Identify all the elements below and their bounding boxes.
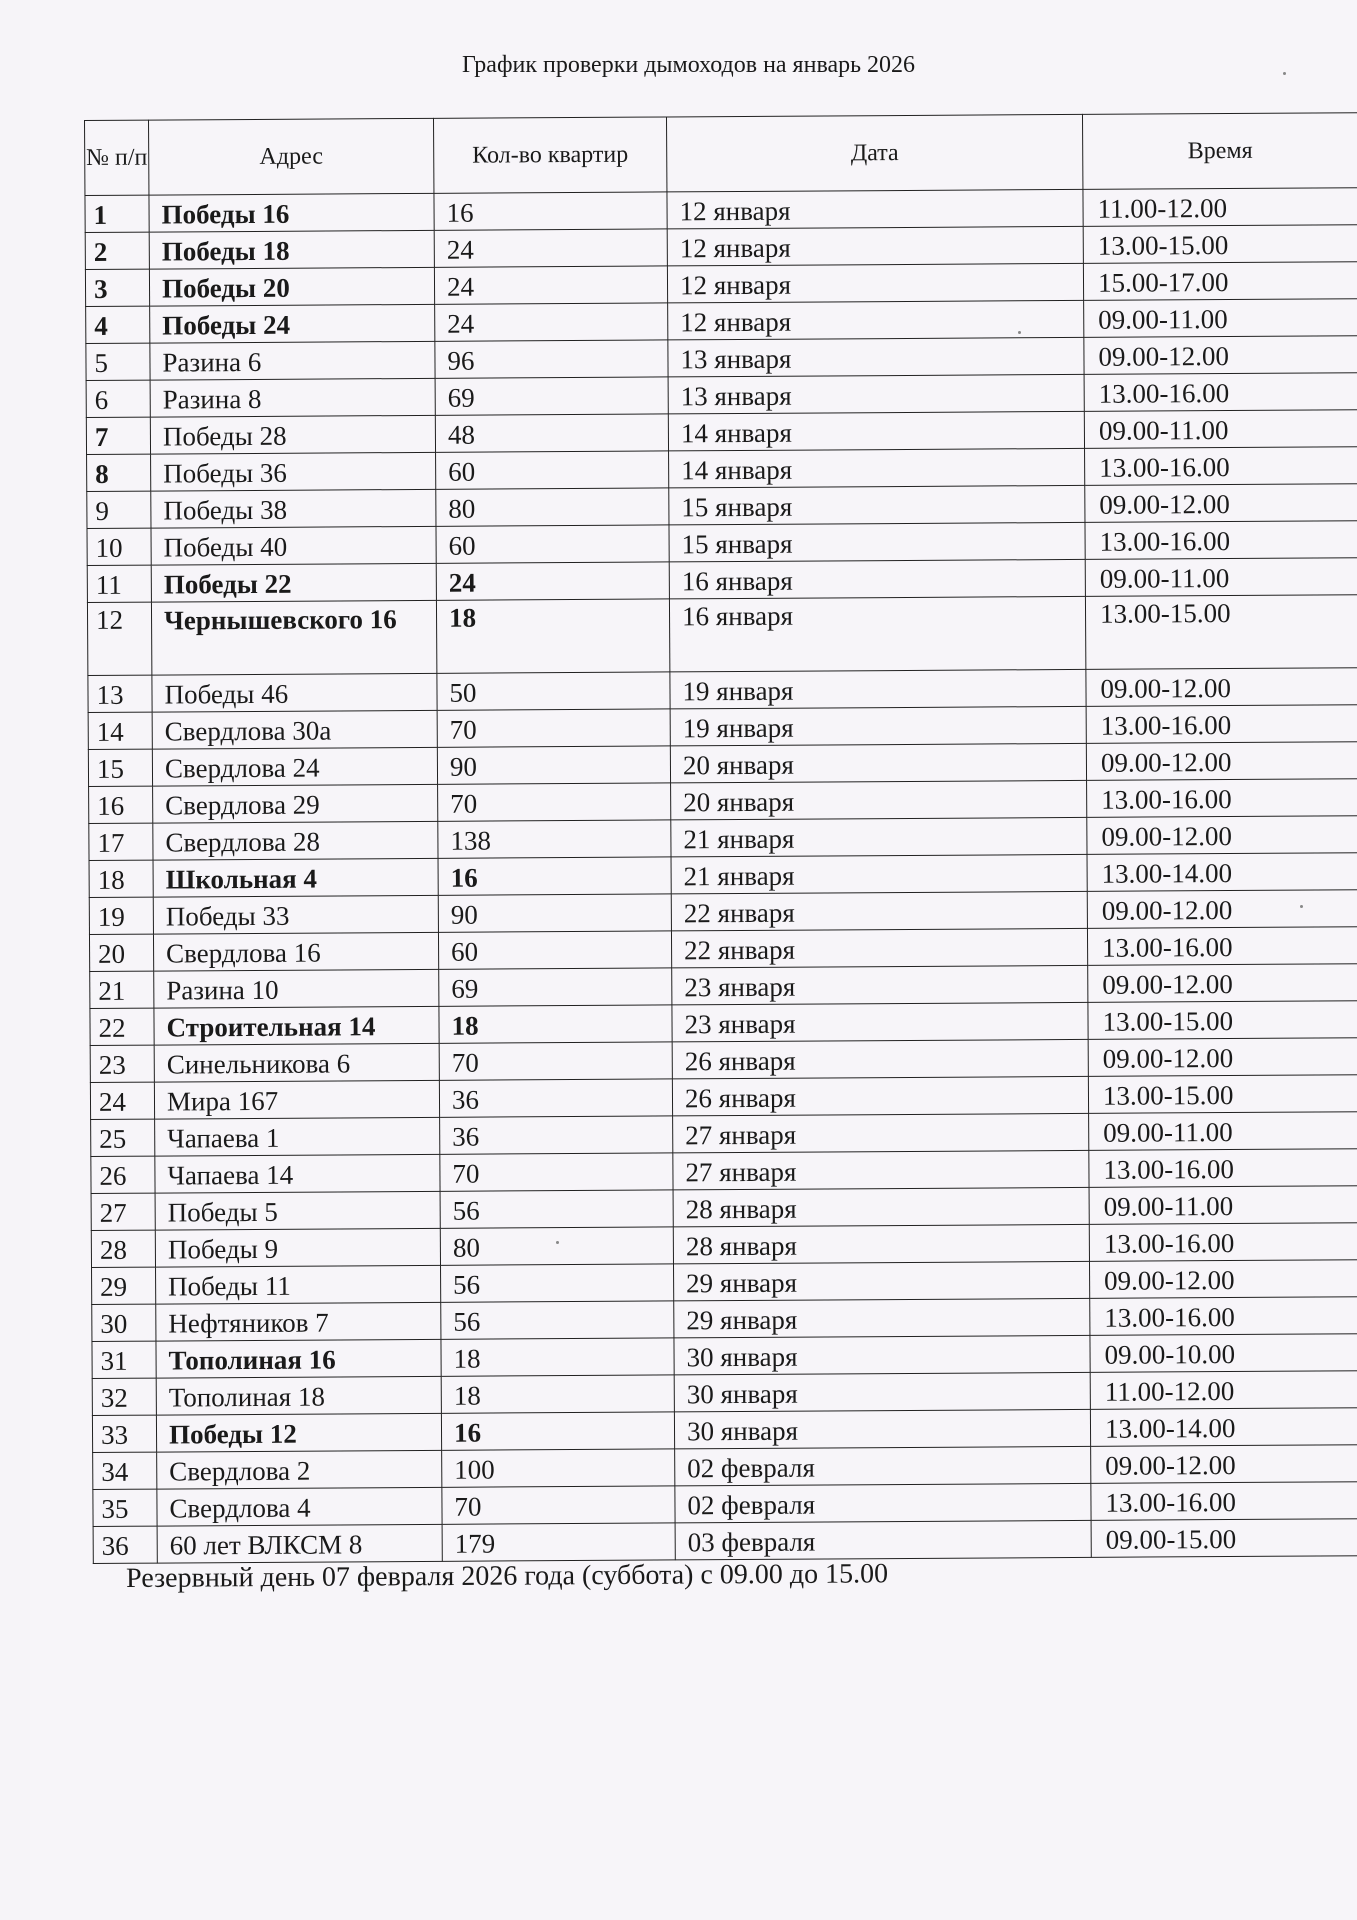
cell-address: 60 лет ВЛКСМ 8 xyxy=(157,1524,442,1563)
cell-address: Строительная 14 xyxy=(154,1006,439,1045)
cell-address: Победы 12 xyxy=(156,1413,441,1452)
cell-date: 23 января xyxy=(672,1002,1088,1042)
cell-date: 21 января xyxy=(671,817,1087,857)
cell-num: 36 xyxy=(93,1526,157,1563)
cell-address: Победы 33 xyxy=(153,895,438,934)
cell-time: 13.00-14.00 xyxy=(1087,853,1357,892)
cell-time: 13.00-16.00 xyxy=(1087,927,1357,966)
cell-num: 9 xyxy=(87,491,151,528)
header-address: Адрес xyxy=(149,118,434,195)
cell-num: 12 xyxy=(87,602,151,675)
cell-date: 23 января xyxy=(672,965,1088,1005)
cell-apartments: 24 xyxy=(434,266,667,304)
cell-address: Синельникова 6 xyxy=(154,1043,439,1082)
cell-date: 13 января xyxy=(668,337,1084,377)
cell-date: 19 января xyxy=(670,706,1086,746)
cell-time: 09.00-12.00 xyxy=(1088,964,1357,1003)
cell-time: 15.00-17.00 xyxy=(1083,262,1357,301)
cell-address: Победы 5 xyxy=(155,1191,440,1230)
cell-time: 13.00-16.00 xyxy=(1085,447,1357,486)
cell-num: 28 xyxy=(91,1230,155,1267)
cell-date: 16 января xyxy=(669,596,1085,672)
cell-num: 26 xyxy=(91,1156,155,1193)
cell-apartments: 24 xyxy=(434,229,667,267)
cell-num: 20 xyxy=(89,934,153,971)
cell-address: Победы 46 xyxy=(152,673,437,712)
cell-num: 22 xyxy=(90,1008,154,1045)
cell-time: 13.00-16.00 xyxy=(1087,779,1357,818)
cell-apartments: 100 xyxy=(442,1449,675,1487)
cell-apartments: 69 xyxy=(435,377,668,415)
cell-num: 6 xyxy=(86,380,150,417)
cell-address: Победы 40 xyxy=(151,526,436,565)
cell-address: Свердлова 2 xyxy=(157,1450,442,1489)
cell-address: Тополиная 18 xyxy=(156,1376,441,1415)
cell-time: 09.00-11.00 xyxy=(1089,1186,1357,1225)
cell-date: 28 января xyxy=(673,1187,1089,1227)
cell-time: 09.00-12.00 xyxy=(1087,890,1357,929)
cell-date: 12 января xyxy=(667,263,1083,303)
cell-num: 24 xyxy=(90,1082,154,1119)
cell-date: 27 января xyxy=(673,1113,1089,1153)
cell-date: 29 января xyxy=(673,1261,1089,1301)
cell-date: 27 января xyxy=(673,1150,1089,1190)
cell-apartments: 80 xyxy=(436,488,669,526)
cell-date: 22 января xyxy=(671,928,1087,968)
cell-address: Победы 38 xyxy=(151,489,436,528)
cell-time: 09.00-11.00 xyxy=(1084,410,1357,449)
cell-time: 11.00-12.00 xyxy=(1090,1371,1357,1410)
cell-time: 13.00-16.00 xyxy=(1090,1297,1357,1336)
cell-time: 09.00-12.00 xyxy=(1089,1260,1357,1299)
cell-time: 09.00-12.00 xyxy=(1085,484,1357,523)
cell-time: 11.00-12.00 xyxy=(1083,188,1357,227)
header-apartments: Кол-во квартир xyxy=(433,117,666,193)
cell-num: 14 xyxy=(88,712,152,749)
cell-apartments: 36 xyxy=(439,1079,672,1117)
cell-time: 13.00-16.00 xyxy=(1089,1149,1357,1188)
cell-apartments: 24 xyxy=(435,303,668,341)
cell-date: 30 января xyxy=(674,1372,1090,1412)
scan-speck xyxy=(1018,331,1021,334)
cell-address: Победы 16 xyxy=(149,193,434,232)
reserve-day-note: Резервный день 07 февраля 2026 года (суббота) с 09.00 до 15.00 xyxy=(126,1558,889,1594)
cell-date: 14 января xyxy=(668,411,1084,451)
cell-num: 17 xyxy=(89,823,153,860)
cell-apartments: 18 xyxy=(439,1005,672,1043)
cell-time: 13.00-15.00 xyxy=(1085,595,1357,670)
cell-apartments: 138 xyxy=(438,820,671,858)
cell-num: 10 xyxy=(87,528,151,565)
cell-date: 15 января xyxy=(669,522,1085,562)
cell-date: 26 января xyxy=(672,1039,1088,1079)
cell-apartments: 18 xyxy=(436,599,669,673)
cell-num: 18 xyxy=(89,860,153,897)
cell-date: 29 января xyxy=(674,1298,1090,1338)
cell-date: 30 января xyxy=(674,1335,1090,1375)
cell-address: Победы 28 xyxy=(150,415,435,454)
table-body xyxy=(85,188,1357,1564)
cell-address: Свердлова 4 xyxy=(157,1487,442,1526)
cell-num: 34 xyxy=(93,1452,157,1489)
cell-apartments: 70 xyxy=(442,1486,675,1524)
cell-num: 13 xyxy=(88,675,152,712)
cell-apartments: 56 xyxy=(440,1190,673,1228)
cell-time: 13.00-16.00 xyxy=(1091,1482,1357,1521)
cell-num: 4 xyxy=(86,306,150,343)
cell-num: 11 xyxy=(87,565,151,602)
cell-time: 13.00-16.00 xyxy=(1085,521,1357,560)
header-time: Время xyxy=(1082,113,1357,190)
cell-time: 09.00-12.00 xyxy=(1084,336,1357,375)
cell-num: 8 xyxy=(87,454,151,491)
cell-num: 27 xyxy=(91,1193,155,1230)
cell-time: 09.00-15.00 xyxy=(1091,1519,1357,1558)
cell-time: 09.00-10.00 xyxy=(1090,1334,1357,1373)
cell-num: 2 xyxy=(85,232,149,269)
cell-apartments: 90 xyxy=(437,746,670,784)
cell-apartments: 36 xyxy=(440,1116,673,1154)
scan-speck xyxy=(1283,72,1286,75)
cell-time: 09.00-12.00 xyxy=(1091,1445,1357,1484)
cell-date: 26 января xyxy=(672,1076,1088,1116)
table-row xyxy=(93,1519,1357,1564)
cell-apartments: 80 xyxy=(440,1227,673,1265)
cell-apartments: 16 xyxy=(434,192,667,230)
cell-address: Свердлова 16 xyxy=(153,932,438,971)
cell-address: Чапаева 1 xyxy=(155,1117,440,1156)
cell-time: 13.00-16.00 xyxy=(1089,1223,1357,1262)
cell-address: Свердлова 24 xyxy=(152,747,437,786)
cell-apartments: 69 xyxy=(439,968,672,1006)
cell-address: Разина 6 xyxy=(150,341,435,380)
cell-address: Чернышевского 16 xyxy=(151,600,436,675)
cell-date: 14 января xyxy=(669,448,1085,488)
cell-num: 1 xyxy=(85,195,149,232)
scan-speck xyxy=(556,1241,559,1244)
cell-num: 19 xyxy=(89,897,153,934)
cell-num: 30 xyxy=(92,1304,156,1341)
cell-address: Победы 20 xyxy=(149,267,434,306)
cell-num: 33 xyxy=(92,1415,156,1452)
cell-apartments: 24 xyxy=(436,562,669,600)
cell-num: 21 xyxy=(90,971,154,1008)
cell-address: Свердлова 28 xyxy=(153,821,438,860)
cell-address: Разина 10 xyxy=(154,969,439,1008)
cell-num: 29 xyxy=(92,1267,156,1304)
cell-date: 13 января xyxy=(668,374,1084,414)
cell-apartments: 60 xyxy=(438,931,671,969)
cell-apartments: 16 xyxy=(441,1412,674,1450)
cell-apartments: 60 xyxy=(436,525,669,563)
cell-num: 16 xyxy=(89,786,153,823)
cell-address: Победы 36 xyxy=(151,452,436,491)
cell-time: 09.00-12.00 xyxy=(1086,668,1357,707)
cell-time: 09.00-12.00 xyxy=(1087,816,1357,855)
cell-date: 03 февраля xyxy=(675,1520,1091,1560)
cell-address: Школьная 4 xyxy=(153,858,438,897)
cell-num: 32 xyxy=(92,1378,156,1415)
cell-date: 12 января xyxy=(668,300,1084,340)
cell-apartments: 96 xyxy=(435,340,668,378)
cell-date: 22 января xyxy=(671,891,1087,931)
cell-address: Победы 24 xyxy=(150,304,435,343)
cell-num: 3 xyxy=(85,269,149,306)
cell-num: 31 xyxy=(92,1341,156,1378)
cell-time: 13.00-16.00 xyxy=(1086,705,1357,744)
cell-time: 09.00-11.00 xyxy=(1085,558,1357,597)
cell-date: 19 января xyxy=(670,669,1086,709)
cell-date: 20 января xyxy=(670,743,1086,783)
cell-time: 13.00-15.00 xyxy=(1088,1001,1357,1040)
cell-address: Тополиная 16 xyxy=(156,1339,441,1378)
cell-address: Свердлова 30а xyxy=(152,710,437,749)
cell-address: Победы 22 xyxy=(151,563,436,602)
cell-time: 09.00-11.00 xyxy=(1089,1112,1357,1151)
cell-num: 15 xyxy=(88,749,152,786)
cell-time: 09.00-12.00 xyxy=(1086,742,1357,781)
cell-address: Победы 18 xyxy=(149,230,434,269)
cell-date: 02 февраля xyxy=(675,1446,1091,1486)
header-date: Дата xyxy=(666,114,1082,192)
cell-time: 09.00-11.00 xyxy=(1084,299,1357,338)
cell-time: 13.00-15.00 xyxy=(1083,225,1357,264)
scan-speck xyxy=(1300,905,1303,908)
cell-time: 13.00-14.00 xyxy=(1090,1408,1357,1447)
cell-date: 20 января xyxy=(671,780,1087,820)
cell-date: 21 января xyxy=(671,854,1087,894)
cell-num: 35 xyxy=(93,1489,157,1526)
cell-num: 25 xyxy=(91,1119,155,1156)
cell-apartments: 70 xyxy=(437,709,670,747)
cell-time: 13.00-15.00 xyxy=(1088,1075,1357,1114)
cell-apartments: 56 xyxy=(441,1301,674,1339)
cell-apartments: 18 xyxy=(441,1375,674,1413)
table-row xyxy=(87,595,1357,676)
cell-apartments: 90 xyxy=(438,894,671,932)
cell-date: 12 января xyxy=(667,226,1083,266)
cell-time: 09.00-12.00 xyxy=(1088,1038,1357,1077)
cell-address: Победы 11 xyxy=(156,1265,441,1304)
cell-address: Разина 8 xyxy=(150,378,435,417)
cell-apartments: 70 xyxy=(439,1042,672,1080)
cell-date: 16 января xyxy=(669,559,1085,599)
cell-address: Мира 167 xyxy=(154,1080,439,1119)
header-num: № п/п xyxy=(85,120,149,195)
cell-apartments: 50 xyxy=(437,672,670,710)
cell-num: 5 xyxy=(86,343,150,380)
cell-address: Чапаева 14 xyxy=(155,1154,440,1193)
cell-apartments: 70 xyxy=(438,783,671,821)
cell-apartments: 48 xyxy=(435,414,668,452)
cell-date: 12 января xyxy=(667,189,1083,229)
cell-num: 7 xyxy=(86,417,150,454)
cell-apartments: 70 xyxy=(440,1153,673,1191)
cell-apartments: 16 xyxy=(438,857,671,895)
schedule-table xyxy=(84,112,1357,1564)
cell-time: 13.00-16.00 xyxy=(1084,373,1357,412)
cell-date: 15 января xyxy=(669,485,1085,525)
cell-address: Нефтяников 7 xyxy=(156,1302,441,1341)
cell-date: 28 января xyxy=(673,1224,1089,1264)
cell-apartments: 179 xyxy=(442,1523,675,1561)
cell-address: Победы 9 xyxy=(155,1228,440,1267)
cell-date: 30 января xyxy=(674,1409,1090,1449)
cell-apartments: 60 xyxy=(436,451,669,489)
cell-address: Свердлова 29 xyxy=(153,784,438,823)
document-title: График проверки дымоходов на январь 2026 xyxy=(461,52,916,78)
cell-apartments: 18 xyxy=(441,1338,674,1376)
cell-num: 23 xyxy=(90,1045,154,1082)
table-header-row xyxy=(85,113,1357,196)
cell-date: 02 февраля xyxy=(675,1483,1091,1523)
cell-apartments: 56 xyxy=(441,1264,674,1302)
